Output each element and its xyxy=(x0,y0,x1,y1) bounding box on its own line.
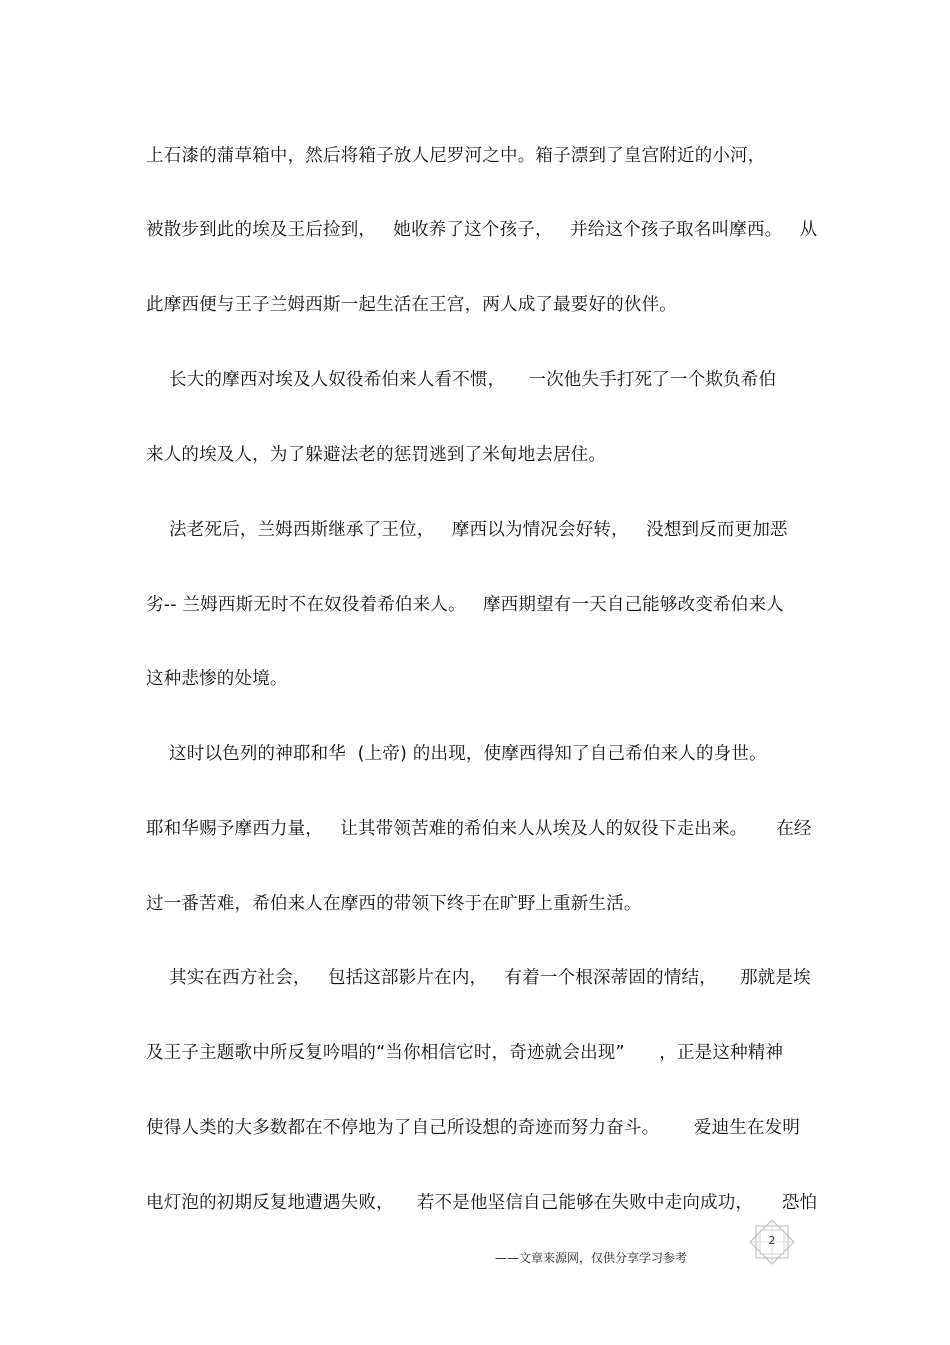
text-line: 法老死后，兰姆西斯继承了王位， 摩西以为情况会好转， 没想到反而更加恶 xyxy=(146,520,788,540)
text-line: 其实在西方社会， 包括这部影片在内， 有着一个根深蒂固的情结， 那就是埃 xyxy=(146,968,811,988)
text-line: 长大的摩西对埃及人奴役希伯来人看不惯， 一次他失手打死了一个欺负希伯 xyxy=(146,370,777,390)
page-number: 2 xyxy=(768,1234,776,1247)
text-line: 劣-- 兰姆西斯无时不在奴役着希伯来人。 摩西期望有一天自己能够改变希伯来人 xyxy=(146,595,784,615)
text-line: 这种悲惨的处境。 xyxy=(146,669,288,689)
footer-source-note: ——文章来源网，仅供分享学习参考 xyxy=(495,1251,688,1265)
text-line: 上石漆的蒲草箱中，然后将箱子放人尼罗河之中。箱子漂到了皇宫附近的小河， xyxy=(146,146,766,166)
text-line: 耶和华赐予摩西力量， 让其带领苦难的希伯来人从埃及人的奴役下走出来。 在经 xyxy=(146,819,812,839)
text-line: 这时以色列的神耶和华 (上帝) 的出现，使摩西得知了自己希伯来人的身世。 xyxy=(146,744,767,764)
text-line: 此摩西便与王子兰姆西斯一起生活在王宫，两人成了最要好的伙伴。 xyxy=(146,295,677,315)
text-line: 过一番苦难，希伯来人在摩西的带领下终于在旷野上重新生活。 xyxy=(146,894,642,914)
text-line: 使得人类的大多数都在不停地为了自己所设想的奇迹而努力奋斗。 爱迪生在发明 xyxy=(146,1118,801,1138)
text-line: 来人的埃及人，为了躲避法老的惩罚逃到了米甸地去居住。 xyxy=(146,445,607,465)
text-line: 电灯泡的初期反复地遭遇失败， 若不是他坚信自己能够在失败中走向成功， 恐怕 xyxy=(146,1193,818,1213)
text-line: 被散步到此的埃及王后捡到， 她收养了这个孩子， 并给这个孩子取名叫摩西。 从 xyxy=(146,220,818,240)
text-line: 及王子主题歌中所反复吟唱的“当你相信它时，奇迹就会出现” ，正是这种精神 xyxy=(146,1043,784,1063)
